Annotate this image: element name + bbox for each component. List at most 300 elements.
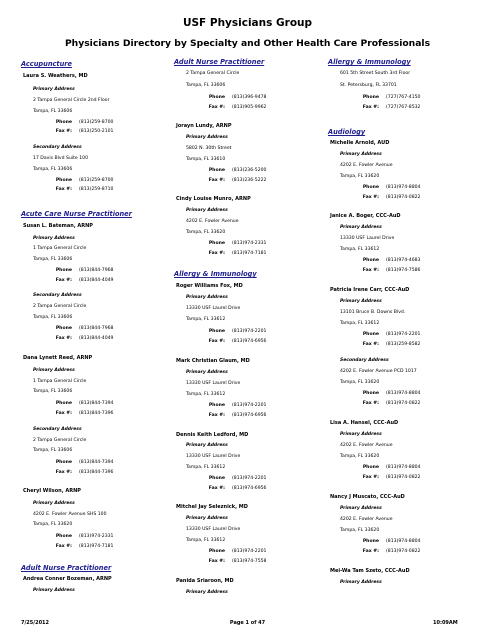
address-type-label: Primary Address [186,443,228,448]
phone-row [174,168,326,173]
address-line-block [21,438,173,443]
provider-name-block [328,494,480,500]
fax-label: Fax #: [362,105,379,110]
address-line: 4202 E. Fowler Avenue SHS 100 [33,512,107,517]
fax-row [328,195,480,200]
address-line: Tampa, FL 33612 [186,317,226,322]
fax-number: (727)767-8532 [386,105,421,110]
address-line-block [328,236,480,241]
phone-number: (813)974-2201 [232,476,267,481]
fax-number: (813)844-4049 [79,336,114,341]
address-line-block [21,98,173,103]
phone-label: Phone [55,534,72,539]
address-type-label: Primary Address [340,506,382,511]
fax-row [21,336,173,341]
fax-number: (813)259-8582 [386,342,421,347]
fax-number: (813)974-6956 [232,413,267,418]
fax-number: (813)974-6956 [232,339,267,344]
phone-row [174,241,326,246]
print-date: 7/25/2012 [21,620,50,626]
phone-label: Phone [362,332,379,337]
provider-name-block [328,568,480,574]
fax-label: Fax #: [362,268,379,273]
phone-row [21,460,173,465]
address-line: 4202 E. Fowler Avenue [340,517,393,522]
address-line: Tampa, FL 33606 [33,257,73,262]
phone-label: Phone [362,465,379,470]
fax-label: Fax #: [208,339,225,344]
specialty-heading-block [174,58,326,66]
phone-number: (813)259-8700 [79,178,114,183]
address-line: 601 5th Street South 3rd Floor [340,71,411,76]
address-line-block [174,230,326,235]
address-line-block [174,219,326,224]
address-type-label: Secondary Address [33,145,82,150]
fax-number: (813)844-7396 [79,411,114,416]
address-type-label: Primary Address [186,295,228,300]
address-type-label-block [328,432,480,437]
directory-title: Physicians Directory by Specialty and Other Health Care Professionals [64,38,431,49]
address-type-label: Secondary Address [33,293,82,298]
address-line: Tampa, FL 33606 [33,448,73,453]
address-line: 1 Tampa General Circle [33,379,87,384]
specialty-heading-block [328,58,480,66]
fax-label: Fax #: [208,559,225,564]
provider-name-block [21,355,173,361]
address-line: Tampa, FL 33620 [340,174,380,179]
phone-label: Phone [362,185,379,190]
phone-row [328,391,480,396]
provider-name-block [328,213,480,219]
fax-row [174,251,326,256]
fax-row [174,105,326,110]
fax-label: Fax #: [208,105,225,110]
phone-label: Phone [362,95,379,100]
phone-row [328,185,480,190]
address-line-block [21,257,173,262]
address-line: 13330 USF Laurel Drive [186,527,241,532]
provider-name: Jorayn Lundy, ARNP [176,123,232,129]
address-line: 13101 Bruce B. Downs Blvd. [340,310,406,315]
address-line: 2 Tampa General Circle [186,71,240,76]
phone-number: (813)974-2201 [232,329,267,334]
address-line: Tampa, FL 33620 [186,230,226,235]
address-line: 4202 E. Fowler Avenue PCD 1017 [340,369,417,374]
phone-row [21,401,173,406]
fax-row [328,475,480,480]
phone-row [21,120,173,125]
address-line-block [174,306,326,311]
phone-number: (813)974-8804 [386,465,421,470]
fax-row [21,129,173,134]
address-type-label-block [328,580,480,585]
fax-number: (813)974-7181 [79,544,114,549]
provider-name-block [174,283,326,289]
provider-name: Panida Sriaroon, MD [176,578,234,584]
phone-number: (813)844-7394 [79,460,114,465]
address-type-label-block [328,299,480,304]
fax-label: Fax #: [55,470,72,475]
address-type-label: Secondary Address [340,358,389,363]
fax-row [21,411,173,416]
print-time: 10:09AM [433,620,458,626]
address-line: Tampa, FL 33612 [186,392,226,397]
phone-label: Phone [55,178,72,183]
fax-number: (813)974-0822 [386,401,421,406]
provider-name-block [174,504,326,510]
address-type-label-block [174,516,326,521]
fax-row [328,342,480,347]
fax-number: (813)974-0822 [386,195,421,200]
phone-number: (813)844-7394 [79,401,114,406]
phone-label: Phone [208,95,225,100]
address-type-label: Primary Address [186,516,228,521]
fax-label: Fax #: [208,413,225,418]
phone-row [174,476,326,481]
address-type-label: Primary Address [33,501,75,506]
phone-number: (813)974-2201 [232,403,267,408]
address-type-label-block [174,295,326,300]
address-line: 13330 USF Laurel Drive [186,381,241,386]
address-type-label-block [21,501,173,506]
provider-name: Cheryl Wilson, ARNP [23,488,81,494]
address-line-block [174,392,326,397]
fax-number: (813)974-7586 [386,268,421,273]
address-type-label: Primary Address [340,299,382,304]
address-line-block [21,156,173,161]
address-type-label: Primary Address [186,370,228,375]
address-line: 2 Tampa General Circle 2nd Floor [33,98,110,103]
address-type-label: Primary Address [33,368,75,373]
fax-number: (813)844-7396 [79,470,114,475]
address-type-label: Primary Address [33,87,75,92]
fax-number: (813)974-7558 [232,559,267,564]
fax-row [328,268,480,273]
address-line: 4202 E. Fowler Avenue [340,443,393,448]
phone-label: Phone [362,391,379,396]
specialty-heading-block [328,128,480,136]
address-line-block [174,538,326,543]
address-line: Tampa, FL 33606 [186,83,226,88]
phone-row [328,465,480,470]
phone-row [174,329,326,334]
address-line-block [328,163,480,168]
fax-row [21,278,173,283]
fax-row [174,486,326,491]
address-line-block [174,317,326,322]
phone-number: (813)974-2201 [386,332,421,337]
address-type-label-block [21,145,173,150]
fax-row [174,178,326,183]
phone-label: Phone [208,241,225,246]
phone-row [174,95,326,100]
fax-label: Fax #: [55,278,72,283]
phone-label: Phone [208,549,225,554]
phone-label: Phone [55,120,72,125]
provider-name: Dennis Keith Ledford, MD [176,432,249,438]
address-line: St. Petersburg, FL 33701 [340,83,397,88]
fax-label: Fax #: [55,187,72,192]
phone-number: (813)974-2331 [79,534,114,539]
address-type-label-block [328,152,480,157]
provider-name-block [174,196,326,202]
address-line-block [21,167,173,172]
fax-number: (813)905-9962 [232,105,267,110]
specialty-heading: Allergy & Immunology [328,58,411,66]
address-type-label-block [174,443,326,448]
address-line-block [174,454,326,459]
specialty-heading-block [21,60,173,68]
address-line: 4202 E. Fowler Avenue [186,219,239,224]
address-type-label-block [328,358,480,363]
phone-label: Phone [208,403,225,408]
provider-name-block [328,420,480,426]
provider-name-block [21,73,173,79]
address-line: 13330 USF Laurel Drive [186,306,241,311]
provider-name: Lisa A. Hansel, CCC-AuD [330,420,399,426]
fax-number: (813)974-0822 [386,475,421,480]
phone-number: (813)236-5200 [232,168,267,173]
address-line-block [328,83,480,88]
address-line-block [328,321,480,326]
provider-name-block [174,358,326,364]
phone-number: (813)844-7968 [79,326,114,331]
address-type-label-block [328,506,480,511]
fax-row [328,401,480,406]
address-type-label: Primary Address [33,236,75,241]
address-type-label: Primary Address [186,135,228,140]
address-line-block [174,465,326,470]
fax-number: (813)974-7181 [232,251,267,256]
address-line-block [328,454,480,459]
provider-name-block [21,576,173,582]
phone-number: (813)974-2331 [232,241,267,246]
address-line: 5802 N. 30th Street [186,146,232,151]
provider-name-block [328,287,480,293]
address-line: Tampa, FL 33620 [340,528,380,533]
phone-label: Phone [55,326,72,331]
provider-name: Andrea Conner Bozeman, ARNP [23,576,112,582]
fax-label: Fax #: [362,342,379,347]
provider-name-block [21,488,173,494]
address-line-block [174,83,326,88]
address-line: Tampa, FL 33612 [186,465,226,470]
address-line: Tampa, FL 33606 [33,315,73,320]
address-type-label: Primary Address [33,588,75,593]
provider-name: Michelle Arnold, AUD [330,140,390,146]
fax-row [328,549,480,554]
address-line-block [328,174,480,179]
address-type-label-block [174,135,326,140]
fax-row [21,470,173,475]
address-line-block [21,379,173,384]
address-line: Tampa, FL 33606 [33,167,73,172]
address-type-label: Primary Address [186,590,228,595]
address-line-block [328,71,480,76]
address-line: Tampa, FL 33606 [33,109,73,114]
address-type-label: Primary Address [340,152,382,157]
fax-number: (813)844-4049 [79,278,114,283]
phone-row [328,539,480,544]
address-line-block [21,522,173,527]
fax-label: Fax #: [55,544,72,549]
fax-row [174,413,326,418]
address-line-block [328,517,480,522]
fax-label: Fax #: [55,411,72,416]
address-line-block [174,157,326,162]
fax-row [21,544,173,549]
fax-label: Fax #: [55,129,72,134]
phone-label: Phone [55,460,72,465]
page-number: Page 1 of 47 [229,620,266,626]
provider-name: Cindy Louise Munro, ARNP [176,196,251,202]
specialty-heading-block [21,210,173,218]
phone-label: Phone [362,258,379,263]
phone-number: (813)974-4683 [386,258,421,263]
specialty-heading-block [174,270,326,278]
provider-name-block [21,223,173,229]
address-type-label-block [21,236,173,241]
provider-name-block [174,578,326,584]
address-line-block [328,310,480,315]
fax-number: (813)236-5222 [232,178,267,183]
address-type-label-block [21,87,173,92]
provider-name: Mitchel Jay Seleznick, MD [176,504,248,510]
phone-row [328,332,480,337]
address-line: Tampa, FL 33620 [33,522,73,527]
fax-row [21,187,173,192]
address-line-block [174,71,326,76]
phone-label: Phone [55,268,72,273]
address-line-block [21,389,173,394]
phone-number: (813)396-9478 [232,95,267,100]
address-line-block [174,527,326,532]
fax-number: (813)250-2101 [79,129,114,134]
address-line-block [21,448,173,453]
address-line: 17 Davis Blvd Suite 100 [33,156,88,161]
fax-number: (813)974-6956 [232,486,267,491]
phone-label: Phone [362,539,379,544]
phone-row [21,268,173,273]
address-line-block [328,369,480,374]
address-line-block [21,304,173,309]
phone-row [328,95,480,100]
provider-name: Dana Lynett Reed, ARNP [23,355,93,361]
fax-row [174,559,326,564]
address-line: 13330 USF Laurel Drive [340,236,395,241]
address-line: 2 Tampa General Circle [33,304,87,309]
phone-label: Phone [208,329,225,334]
fax-label: Fax #: [208,486,225,491]
provider-name: Patricia Irene Carr, CCC-AuD [330,287,410,293]
fax-label: Fax #: [362,401,379,406]
address-type-label-block [21,293,173,298]
address-line-block [21,109,173,114]
address-line: Tampa, FL 33612 [186,538,226,543]
phone-label: Phone [208,168,225,173]
specialty-heading: Accupuncture [21,60,72,68]
fax-label: Fax #: [55,336,72,341]
fax-label: Fax #: [362,475,379,480]
phone-label: Phone [55,401,72,406]
address-line: 2 Tampa General Circle [33,438,87,443]
address-type-label-block [174,370,326,375]
phone-number: (813)974-8804 [386,185,421,190]
phone-number: (813)974-8804 [386,539,421,544]
fax-row [328,105,480,110]
specialty-heading: Acute Care Nurse Practitioner [21,210,132,218]
phone-row [328,258,480,263]
provider-name: Laura S. Weathers, MD [23,73,88,79]
phone-number: (813)844-7968 [79,268,114,273]
address-type-label-block [174,590,326,595]
address-line: 13330 USF Laurel Drive [186,454,241,459]
address-line-block [21,315,173,320]
address-type-label: Primary Address [340,432,382,437]
fax-number: (813)259-8710 [79,187,114,192]
phone-row [174,549,326,554]
address-line: 4202 E. Fowler Avenue [340,163,393,168]
fax-label: Fax #: [208,251,225,256]
provider-name: Susan L. Bateman, ARNP [23,223,93,229]
phone-number: (813)974-8804 [386,391,421,396]
address-type-label-block [174,208,326,213]
specialty-heading: Adult Nurse Practitioner [21,564,112,572]
specialty-heading: Audiology [328,128,366,136]
address-line: Tampa, FL 33612 [340,247,380,252]
provider-name: Janice A. Boger, CCC-AuD [330,213,401,219]
address-line-block [328,380,480,385]
provider-name: Mark Christian Glaum, MD [176,358,250,364]
address-type-label: Secondary Address [33,427,82,432]
phone-row [174,403,326,408]
provider-name: Roger Williams Fox, MD [176,283,243,289]
fax-number: (813)974-0822 [386,549,421,554]
address-type-label-block [328,225,480,230]
organization-name: USF Physicians Group [182,17,313,29]
address-line-block [21,512,173,517]
provider-name-block [174,432,326,438]
address-type-label: Primary Address [340,580,382,585]
address-line: 1 Tampa General Circle [33,246,87,251]
address-line: Tampa, FL 33606 [33,389,73,394]
address-type-label: Primary Address [340,225,382,230]
address-line-block [328,443,480,448]
address-line: Tampa, FL 33620 [340,380,380,385]
provider-name: Mei-Wa Tam Szeto, CCC-AuD [330,568,410,574]
provider-name: Nancy J Muscato, CCC-AuD [330,494,405,500]
address-line-block [174,146,326,151]
phone-row [21,178,173,183]
address-type-label-block [21,427,173,432]
address-line-block [328,528,480,533]
provider-name-block [328,140,480,146]
phone-row [21,326,173,331]
phone-number: (727)767-4150 [386,95,421,100]
address-type-label-block [21,588,173,593]
specialty-heading: Adult Nurse Practitioner [174,58,265,66]
phone-number: (813)974-2201 [232,549,267,554]
address-type-label: Primary Address [186,208,228,213]
specialty-heading-block [21,564,173,572]
phone-number: (813)259-8700 [79,120,114,125]
address-line-block [328,247,480,252]
fax-label: Fax #: [362,549,379,554]
specialty-heading: Allergy & Immunology [174,270,257,278]
provider-name-block [174,123,326,129]
address-line: Tampa, FL 33620 [340,454,380,459]
address-type-label-block [21,368,173,373]
